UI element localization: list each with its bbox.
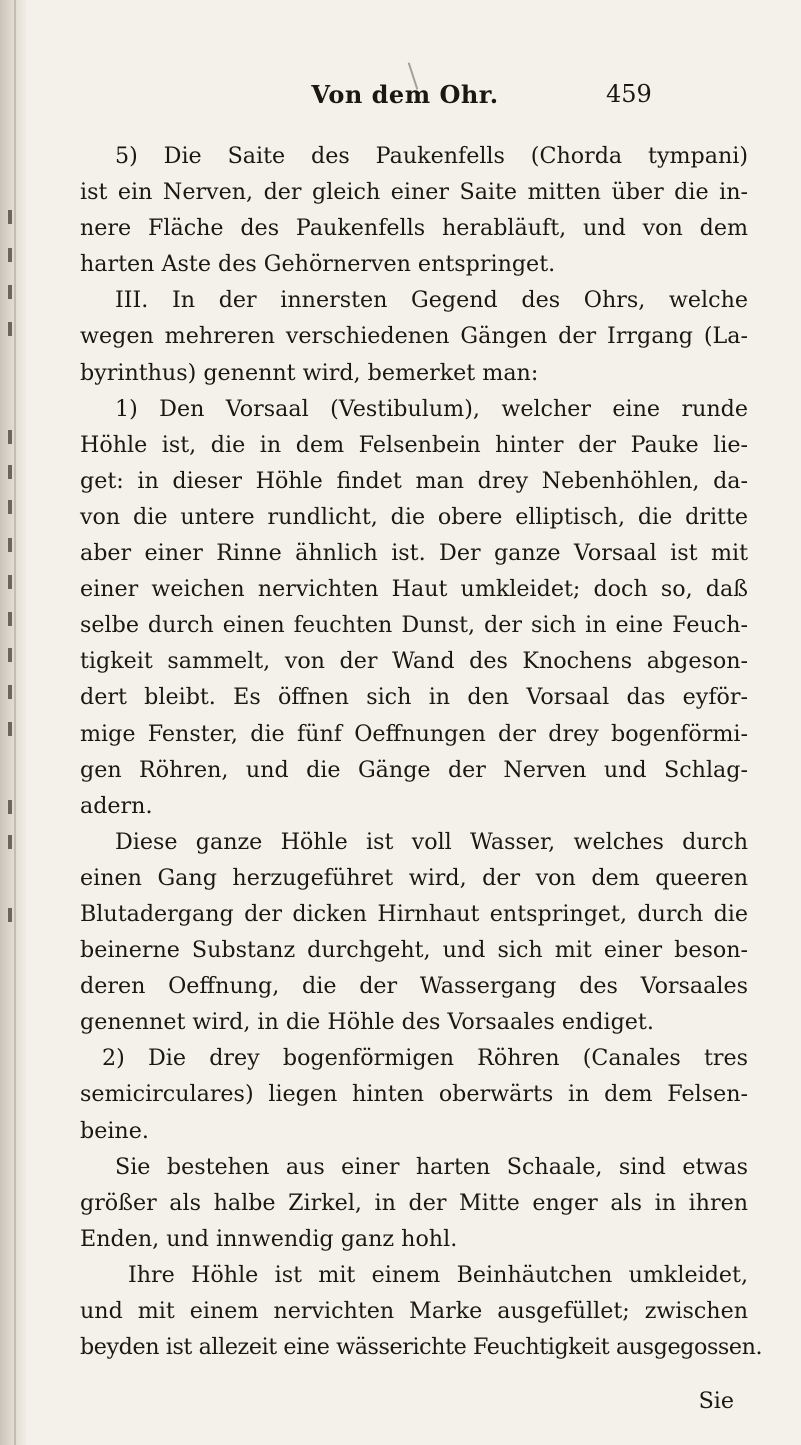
body-text	[80, 138, 763, 1428]
page-number: 459	[606, 80, 652, 108]
text-line: Ihre Höhle ist mit einem Beinhäutchen umkleidet,	[128, 1261, 748, 1288]
text-line: mige Fenster, die fünf Oeffnungen der drey bogenförmi-	[80, 720, 748, 747]
text-line: nere Fläche des Paukenfells herabläuft, und von dem	[80, 215, 748, 242]
catchword: Sie	[698, 1388, 734, 1415]
text-line: Höhle ist, die in dem Felsenbein hinter der Pauke lie-	[80, 431, 748, 458]
text-line: 1) Den Vorsaal (Vestibulum), welcher eine runde	[115, 395, 748, 422]
text-line: wegen mehreren verschiedenen Gängen der Irrgang (La-	[80, 323, 748, 350]
text-line: dert bleibt. Es öffnen sich in den Vorsaal das eyför-	[80, 684, 748, 711]
text-line: Sie bestehen aus einer harten Schaale, sind etwas	[115, 1153, 748, 1180]
text-line: 2) Die drey bogenförmigen Röhren (Canales tres	[102, 1045, 748, 1072]
text-line: get: in dieser Höhle findet man drey Nebenhöhlen, da-	[80, 467, 748, 494]
text-line: semicirculares) liegen hinten oberwärts in dem Felsen-	[80, 1081, 748, 1108]
text-line: Enden, und innwendig ganz hohl.	[80, 1225, 458, 1252]
text-line: harten Aste des Gehörnerven entspringet.	[80, 251, 556, 278]
text-line: ist ein Nerven, der gleich einer Saite mitten über die in-	[80, 179, 748, 206]
text-line: größer als halbe Zirkel, in der Mitte enger als in ihren	[80, 1189, 748, 1216]
catchword-row	[80, 1383, 748, 1419]
text-line: gen Röhren, und die Gänge der Nerven und Schlag-	[80, 756, 748, 783]
text-line: III. In der innersten Gegend des Ohrs, welche	[115, 287, 748, 314]
text-line: einer weichen nervichten Haut umkleidet; doch so, daß	[80, 576, 748, 603]
text-line: Blutadergang der dicken Hirnhaut entspringet, durch die	[80, 900, 748, 927]
text-line: 5) Die Saite des Paukenfells (Chorda tympani)	[115, 143, 748, 169]
text-line: beyden ist allezeit eine wässerichte Feuchtigkeit ausgegossen.	[80, 1334, 763, 1361]
text-line: deren Oeffnung, die der Wassergang des Vorsaales	[80, 973, 748, 1000]
page-header	[0, 72, 801, 120]
text-line: adern.	[80, 792, 153, 819]
text-line: beine.	[80, 1117, 149, 1144]
gutter-ink-marks	[8, 0, 20, 1445]
text-line: Diese ganze Höhle ist voll Wasser, welches durch	[115, 828, 748, 855]
text-line: byrinthus) genennt wird, bemerket man:	[80, 359, 539, 386]
text-line: tigkeit sammelt, von der Wand des Knochens abgeson-	[80, 648, 748, 675]
text-line: genennet wird, in die Höhle des Vorsaales endiget.	[80, 1009, 654, 1036]
text-line: selbe durch einen feuchten Dunst, der sich in eine Feuch-	[80, 612, 748, 639]
text-line: beinerne Substanz durchgeht, und sich mit einer beson-	[80, 937, 748, 964]
text-line: einen Gang herzugeführet wird, der von dem queeren	[80, 864, 748, 891]
page-gutter-shadow	[0, 0, 26, 1445]
running-head: Von dem Ohr.	[311, 80, 499, 109]
text-line: und mit einem nervichten Marke ausgefüllet; zwischen	[80, 1298, 748, 1324]
text-line: von die untere rundlicht, die obere elliptisch, die dritte	[80, 503, 748, 530]
text-line: aber einer Rinne ähnlich ist. Der ganze Vorsaal ist mit	[80, 540, 748, 567]
